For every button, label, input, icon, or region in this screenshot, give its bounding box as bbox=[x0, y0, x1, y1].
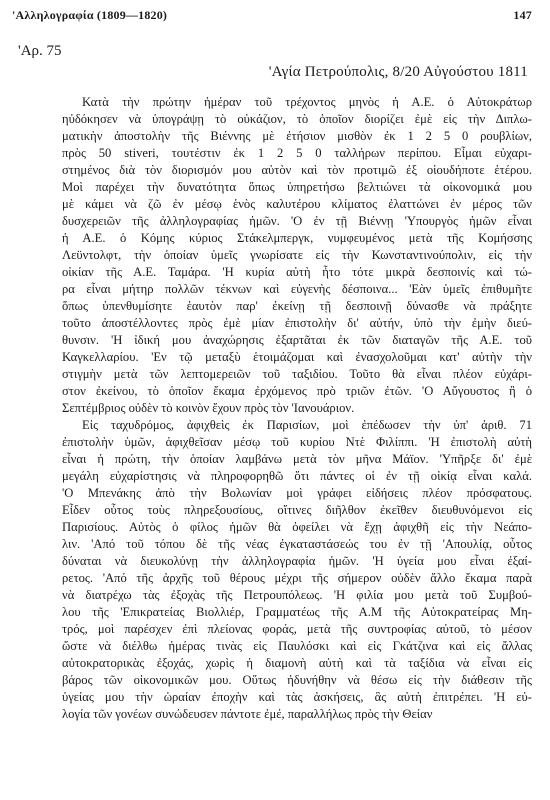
text-line: λου τῆς 'Επικρατείας Βιολλιέρ, Γραμματέως τῆς Α.Μ τῆς Αὐτοκρατείρας Μη- bbox=[62, 605, 532, 619]
text-line: λογία τῶν γονέων συνώδευσεν πάντοτε ἐμέ, παραλλήλως πρὸς τὴν Θείαν bbox=[62, 707, 433, 721]
text-line: Μοὶ παρέχει τὴν δυνατότητα ὅπως ὑπηρετήσω βελτιώνει τὰ οἰκονομικά μου bbox=[62, 180, 532, 194]
text-line: 'Ο Μπενάκης ἀπὸ τὴν Βολωνίαν μοὶ γράφει εἰδήσεις πλέον πρόσφατους. bbox=[62, 486, 532, 500]
paragraph bbox=[62, 417, 532, 723]
text-line: λιν. 'Από τοῦ τόπου δὲ τῆς νέας ἐγκαταστάσεώς του ἐν τῇ 'Απουλίᾳ, οὗτος bbox=[62, 537, 532, 551]
text-line: Λεϋντολφτ, τὴν ὁποίαν ὑμεῖς γνωρίσατε εἰς τὴν Κωνσταντινούπολιν, εἰς τὴν bbox=[62, 248, 532, 262]
paragraph bbox=[62, 94, 532, 417]
text-line: Κατὰ τὴν πρώτην ἡμέραν τοῦ τρέχοντος μηνὸς ἡ Α.Ε. ὁ Αὐτοκράτωρ bbox=[82, 95, 532, 109]
running-title: 'Αλληλογραφία (1809—1820) bbox=[12, 8, 168, 22]
text-line: ρα εἶναι μήτηρ πολλῶν τέκνων καὶ εὐγενὴς δέσποινα... 'Εὰν ὑμεῖς ἐπιθυμῆτε bbox=[62, 282, 532, 296]
text-line: Εἶδεν οὗτος τοὺς πληρεξουσίους, οἵτινες διῆλθον ἐκεῖθεν διευθυνόμενοι εἰς bbox=[62, 503, 532, 517]
text-line: ἡ Α.Ε. ὁ Κόμης κύριος Στάκελμπεργκ, νυμφευμένος μετὰ τῆς Κομήσσης bbox=[62, 231, 532, 245]
text-line: ρετος. 'Από τῆς ἀρχῆς τοῦ θέρους μέχρι τῆς σήμερον οὐδὲν ἄλλο ἔκαμα παρὰ bbox=[62, 571, 532, 585]
text-line: στιγμὴν μετὰ τῶν λεπτομερειῶν τοῦ ταξιδίου. Τοῦτο θὰ εἶναι πλέον εὐχάρι- bbox=[62, 367, 532, 381]
text-line: νὰ διατρέχω τὰς ἐξοχὰς τῆς Πετρουπόλεως. 'Η φιλία μου μετὰ τοῦ Συμβού- bbox=[62, 588, 532, 602]
text-line: στον ἐκείνου, τὸ ὁποῖον ἔκαμα ἐρχόμενος πρὸ τριῶν ἐτῶν. 'Ο Αὔγουστος ἢ ὁ bbox=[62, 384, 532, 398]
text-line: Σεπτέμβριος οὐδὲν τὸ κοινὸν ἔχουν πρὸς τὸν 'Ιανουάριον. bbox=[62, 401, 355, 415]
text-line: ὅπως ὑπενθυμίσητε ἑαυτὸν παρ' ἐκείνῃ τῇ δεσποινῇ δύνασθε νὰ πράξητε bbox=[62, 299, 532, 313]
text-line: οἰκίαν τῆς Α.Ε. Ταμάρα. 'Η κυρία αὐτὴ ἦτο τότε μικρὰ δεσποινίς καὶ τώ- bbox=[62, 265, 532, 279]
running-header bbox=[12, 8, 532, 23]
letter-number: 'Αρ. 75 bbox=[18, 43, 62, 59]
letter-dateline: 'Αγία Πετρούπολις, 8/20 Αὐγούστου 1811 bbox=[268, 64, 528, 80]
text-line: μὲ κάμει νὰ ζῶ ἐν μέσῳ ἑνὸς καλυτέρου κλίματος ἐλαττώνει ἐν μέρος τῶν bbox=[62, 197, 532, 211]
page-number: 147 bbox=[513, 8, 532, 22]
text-line: ηὐδόκησεν νὰ ὑπογράψῃ τὸ οὐκάζιον, τὸ ὁποῖον διορίζει ἐμὲ εἰς τὴν Διπλω- bbox=[62, 112, 532, 126]
text-line: ὑγείας μου τὴν ὡραίαν ἐποχὴν καὶ τὰς ἀσκήσεις, ἃς αὐτὴ ἐπιτρέπει. 'Η εὐ- bbox=[62, 690, 532, 704]
text-line: ματικὴν ἀποστολὴν τῆς Βιέννης μὲ ἐτήσιον μισθὸν ἐκ 1 2 5 0 ρουβλίων, bbox=[62, 129, 532, 143]
text-line: τοῦτο ἀποστέλλοντες πρὸς ἐμὲ μίαν ἐπιστολὴν δι' αὐτήν, ὑπὸ τὴν ἐμὴν διεύ- bbox=[62, 316, 532, 330]
text-line: εἶναι ἡ πρώτη, τὴν ὁποίαν λαμβάνω μετὰ τὸν μῆνα Μάϊον. 'Υπῆρξε δι' ἐμὲ bbox=[62, 452, 532, 466]
text-line: βάρος τῶν οἰκονομικῶν μου. Οὕτως ἠδυνήθην νὰ θέσω εἰς τὴν διάθεσιν τῆς bbox=[62, 673, 532, 687]
text-line: δυσχερειῶν τῆς ἀλληλογραφίας ἡμῶν. 'Ο ἐν τῇ Βιέννῃ 'Υπουργὸς ἡμῶν εἶναι bbox=[62, 214, 532, 228]
text-line: τρός, μοὶ παρέσχεν ἐπὶ πλείονας φοράς, μετὰ τῆς συντροφίας αὐτοῦ, τὸ μέσον bbox=[62, 622, 532, 636]
text-line: ὥστε νὰ διέλθω ἡμέρας τινὰς εἰς Παυλόσκι καὶ εἰς Γκάτζινα καὶ εἰς ἄλλας bbox=[62, 639, 532, 653]
text-line: αὐτοκρατορικὰς ἐξοχάς, χωρὶς ἡ διαμονὴ αὐτὴ καὶ τὰ ταξίδια νὰ εἶναι εἰς bbox=[62, 656, 532, 670]
text-line: Εἰς ταχυδρόμος, ἀφιχθεὶς ἐκ Παρισίων, μοὶ ἐπέδωσεν τὴν ὑπ' ἀριθ. 71 bbox=[82, 418, 532, 432]
text-line: Καγκελλαρίου. 'Εν τῷ μεταξὺ ἑτοιμάζομαι καὶ ἐνασχολοῦμαι κατ' αὐτὴν τὴν bbox=[62, 350, 532, 364]
text-line: θυνσιν. 'Η ἰδική μου ἀναχώρησις ἐξαρτᾶται ἐκ τῶν διαταγῶν τῆς Α.Ε. τοῦ bbox=[62, 333, 532, 347]
text-line: ἐπιστολὴν ὑμῶν, ἀφιχθεῖσαν μέσῳ τοῦ κυρίου Ντὲ Φιλίππι. 'Η ἐπιστολὴ αὐτὴ bbox=[62, 435, 532, 449]
letter-body bbox=[62, 94, 532, 723]
text-line: Παρισίους. Αὐτὸς ὁ φίλος ἡμῶν θὰ ὀφείλει νὰ ἔχῃ ἀφιχθῆ εἰς τὴν Νεάπο- bbox=[62, 520, 532, 534]
text-line: στημένος διὰ τὸν διορισμόν μου αὐτὸν καὶ τὸν προτιμῶ ἐξ οἱουδήποτε ἑτέρου. bbox=[62, 163, 532, 177]
text-line: δύναται νὰ διευκολύνῃ τὴν ἀλληλογραφία ἡμῶν. 'Η ὑγεία μου εἶναι ἐξαί- bbox=[62, 554, 532, 568]
text-line: μεγάλη εὐχαρίστησις νὰ πληροφορηθῶ ὅτι πάντες οἱ ἐν τῇ οἰκίᾳ εἶναι καλά. bbox=[62, 469, 532, 483]
text-line: πρὸς 50 stiveri, τουτέστιν ἐκ 1 2 5 0 ταλλήρων περίπου. Εἶμαι εὐχαρι- bbox=[62, 146, 532, 160]
